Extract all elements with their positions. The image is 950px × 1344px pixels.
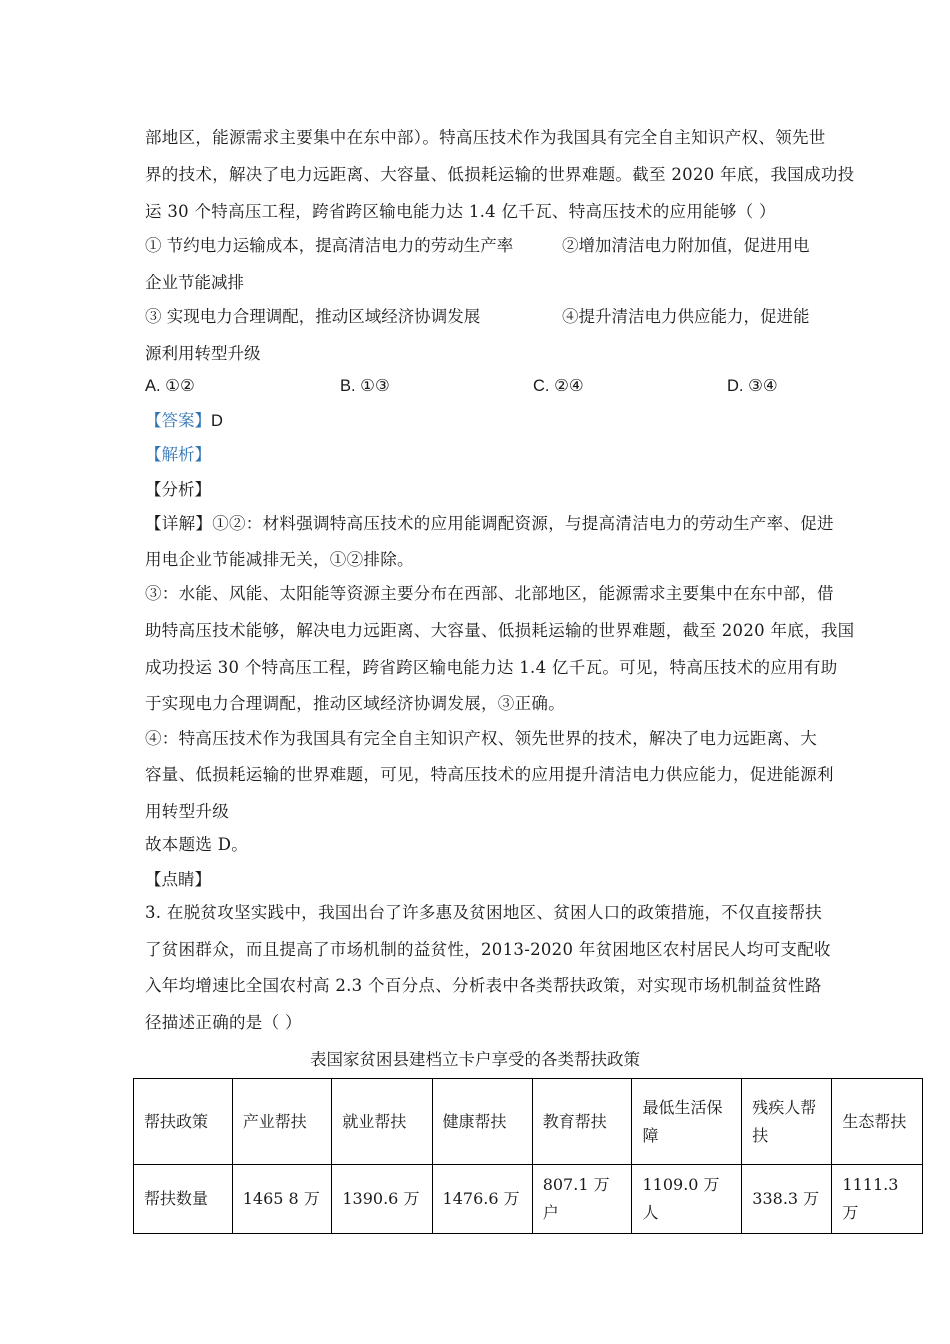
table-cell: 1390.6 万 [332, 1165, 432, 1234]
table-cell: 807.1 万户 [532, 1165, 632, 1234]
choice-1: ① 节约电力运输成本，提高清洁电力的劳动生产率 [145, 236, 514, 255]
choice-2-cont: 企业节能减排 [145, 273, 244, 292]
q3-line: 径描述正确的是（ ） [145, 1013, 302, 1032]
q3-line: 3. 在脱贫攻坚实践中，我国出台了许多惠及贫困地区、贫困人口的政策措施，不仅直接帮扶 [145, 903, 823, 922]
table-header-cell: 生态帮扶 [832, 1079, 923, 1165]
detail-line: 容量、低损耗运输的世界难题，可见，特高压技术的应用提升清洁电力供应能力，促进能源利 [145, 765, 834, 784]
dianjing-label: 【点睛】 [145, 870, 211, 889]
detail-line: 故本题选 D。 [145, 835, 249, 854]
text-line: 部地区，能源需求主要集中在东中部）。特高压技术作为我国具有完全自主知识产权、领先世 [145, 128, 826, 147]
table-cell: 1109.0 万人 [632, 1165, 742, 1234]
table-cell: 帮扶数量 [134, 1165, 233, 1234]
answer-line [145, 411, 223, 431]
table-cell: 1111.3 万 [832, 1165, 923, 1234]
detail-line: 助特高压技术能够，解决电力远距离、大容量、低损耗运输的世界难题，截至 2020 年底，我国 [145, 621, 855, 640]
option-a: A. ①② [145, 377, 195, 395]
answer-label: 【答案】 [145, 411, 211, 430]
q3-line: 了贫困群众，而且提高了市场机制的益贫性，2013-2020 年贫困地区农村居民人均可支配收 [145, 940, 831, 959]
detail-line: ④：特高压技术作为我国具有完全自主知识产权、领先世界的技术，解决了电力远距离、大 [145, 729, 817, 748]
detail-line: 用电企业节能减排无关，①②排除。 [145, 550, 414, 569]
table-header-cell: 产业帮扶 [232, 1079, 332, 1165]
text-line: 界的技术，解决了电力远距离、大容量、低损耗运输的世界难题。截至 2020 年底，我国成功投 [145, 165, 855, 184]
detail-line: 【详解】①②：材料强调特高压技术的应用能调配资源，与提高清洁电力的劳动生产率、促进 [145, 514, 834, 533]
table-header-row [134, 1079, 923, 1165]
analysis-label: 【解析】 [145, 445, 211, 464]
table-cell: 338.3 万 [742, 1165, 832, 1234]
text-line: 运 30 个特高压工程，跨省跨区输电能力达 1.4 亿千瓦、特高压技术的应用能够（ ） [145, 202, 776, 221]
table-cell: 1476.6 万 [432, 1165, 532, 1234]
option-c: C. ②④ [533, 377, 584, 395]
table-header-cell: 帮扶政策 [134, 1079, 233, 1165]
fenxi-label: 【分析】 [145, 480, 211, 499]
choice-3: ③ 实现电力合理调配，推动区域经济协调发展 [145, 307, 481, 326]
option-d: D. ③④ [727, 377, 778, 395]
choice-4: ④提升清洁电力供应能力，促进能 [562, 307, 810, 326]
table-row [134, 1165, 923, 1234]
detail-line: 用转型升级 [145, 802, 229, 821]
choice-4-cont: 源利用转型升级 [145, 344, 261, 363]
detail-line: 成功投运 30 个特高压工程，跨省跨区输电能力达 1.4 亿千瓦。可见，特高压技术的应用有助 [145, 658, 838, 677]
table-caption: 表国家贫困县建档立卡户享受的各类帮扶政策 [310, 1050, 640, 1069]
table-cell: 1465 8 万 [232, 1165, 332, 1234]
table-header-cell: 健康帮扶 [432, 1079, 532, 1165]
option-b: B. ①③ [340, 377, 390, 395]
answer-value: D [211, 412, 223, 430]
table-header-cell: 就业帮扶 [332, 1079, 432, 1165]
table-header-cell: 教育帮扶 [532, 1079, 632, 1165]
choice-2: ②增加清洁电力附加值，促进用电 [562, 236, 810, 255]
detail-line: 于实现电力合理调配，推动区域经济协调发展，③正确。 [145, 694, 565, 713]
q3-line: 入年均增速比全国农村高 2.3 个百分点、分析表中各类帮扶政策，对实现市场机制益贫性路 [145, 976, 822, 995]
table-header-cell: 最低生活保障 [632, 1079, 742, 1165]
detail-line: ③：水能、风能、太阳能等资源主要分布在西部、北部地区，能源需求主要集中在东中部，借 [145, 584, 834, 603]
table-header-cell: 残疾人帮扶 [742, 1079, 832, 1165]
aid-policy-table [133, 1078, 923, 1234]
